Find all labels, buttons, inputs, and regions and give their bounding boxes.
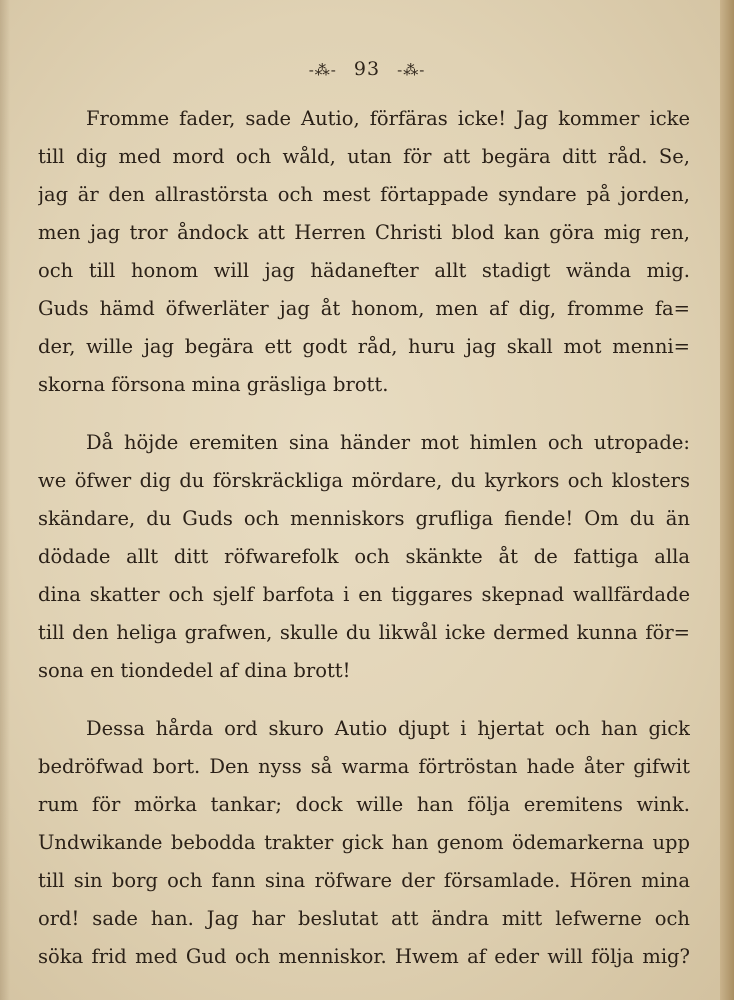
text-line: Fromme fader, sade Autio, förfäras icke! Jag kommer icke — [86, 107, 690, 130]
page-number: 93 — [353, 58, 381, 80]
text-line: Guds hämd öfwerläter jag åt honom, men af dig, fromme fa= — [38, 297, 690, 320]
text-line: dödade allt ditt röfwarefolk och skänkte åt de fattiga alla — [38, 545, 690, 568]
text-line: till den heliga grafwen, skulle du likwål icke dermed kunna för= — [38, 621, 690, 644]
text-line: we öfwer dig du förskräckliga mördare, du kyrkors och klosters — [38, 469, 690, 492]
text-line: skorna försona mina gräsliga brott. — [38, 373, 389, 396]
text-line: dina skatter och sjelf barfota i en tiggares skepnad wallfärdade — [38, 583, 690, 606]
text-line: der, wille jag begära ett godt råd, huru jag skall mot menni= — [38, 335, 690, 358]
text-line: Undwikande bebodda trakter gick han genom ödemarkerna upp — [38, 831, 690, 854]
text-line: ord! sade han. Jag har beslutat att ändra mitt lefwerne och — [38, 907, 690, 930]
text-line: rum för mörka tankar; dock wille han följa eremitens wink. — [38, 793, 690, 816]
page-gutter-shadow — [0, 0, 10, 1000]
page-edge — [720, 0, 734, 1000]
body-text — [38, 100, 690, 976]
ornament-right-icon: -⁂- — [397, 61, 426, 79]
text-line: till dig med mord och wåld, utan för att begära ditt råd. Se, — [38, 145, 690, 168]
text-line: till sin borg och fann sina röfware der församlade. Hören mina — [38, 869, 690, 892]
text-line: söka frid med Gud och menniskor. Hwem af eder will följa mig? — [38, 945, 690, 968]
text-line: bedröfwad bort. Den nyss så warma förtröstan hade åter gifwit — [38, 755, 690, 778]
text-line: Då höjde eremiten sina händer mot himlen och utropade: — [86, 431, 690, 454]
text-line: Dessa hårda ord skuro Autio djupt i hjertat och han gick — [86, 717, 690, 740]
text-line: skändare, du Guds och menniskors grufliga fiende! Om du än — [38, 507, 690, 530]
text-line: och till honom will jag hädanefter allt stadigt wända mig. — [38, 259, 690, 282]
ornament-left-icon: -⁂- — [308, 61, 337, 79]
page-header — [0, 58, 734, 80]
text-line: jag är den allrastörsta och mest förtappade syndare på jorden, — [38, 183, 690, 206]
text-line: sona en tiondedel af dina brott! — [38, 659, 351, 682]
text-line: men jag tror åndock att Herren Christi blod kan göra mig ren, — [38, 221, 690, 244]
